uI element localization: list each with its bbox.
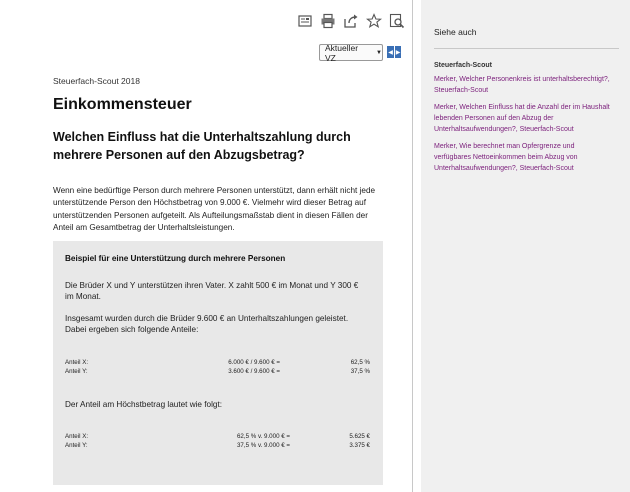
table-row	[65, 433, 370, 442]
row-calc: 62,5 % v. 9.000 € =	[236, 433, 290, 440]
related-link[interactable]	[434, 141, 624, 174]
example-title: Beispiel für eine Unterstützung durch mehrere Personen	[65, 254, 286, 263]
related-link-line: Unterhaltsaufwendungen?, Steuerfach-Scout	[434, 126, 574, 133]
row-label: Anteil X:	[65, 433, 89, 440]
share-icon[interactable]	[342, 13, 359, 30]
arrow-left-icon[interactable]: ◀	[387, 46, 394, 58]
sidebar-divider	[434, 48, 619, 49]
row-label: Anteil Y:	[65, 368, 88, 375]
row-label: Anteil Y:	[65, 442, 88, 449]
arrow-right-icon[interactable]: ▶	[394, 46, 401, 58]
amounts-table	[65, 433, 370, 451]
example-line: Die Brüder X und Y unterstützen ihren Vater. X zahlt 500 € im Monat und Y 300 €	[65, 281, 359, 290]
related-link[interactable]	[434, 74, 624, 96]
sidebar-category: Steuerfach-Scout	[434, 62, 492, 69]
related-link-line: verfügbares Nettoeinkommen beim Abzug von	[434, 154, 578, 161]
related-link-line: Merker, Welcher Personenkreis ist unterhaltsberechtigt?,	[434, 76, 610, 83]
version-select[interactable]	[319, 44, 383, 61]
version-nav-buttons[interactable]	[387, 46, 401, 58]
print-preview-icon[interactable]	[296, 13, 313, 30]
related-link-line: Merker, Wie berechnet man Opfergrenze und	[434, 143, 575, 150]
intro-paragraph	[53, 185, 393, 234]
document-source: Steuerfach-Scout 2018	[53, 76, 140, 86]
row-result: 62,5 %	[350, 359, 370, 366]
example-box	[53, 241, 383, 485]
row-calc: 6.000 € / 9.600 € =	[228, 359, 280, 366]
related-link[interactable]	[434, 102, 624, 135]
related-link-line: lebenden Personen auf den Abzug der	[434, 115, 554, 122]
chevron-down-icon: ▼	[376, 49, 382, 56]
example-line: Insgesamt wurden durch die Brüder 9.600 € an Unterhaltszahlungen geleistet.	[65, 314, 349, 323]
intro-line: Anteil am Gesamtbetrag der Unterhaltsleistungen.	[53, 222, 235, 232]
question-heading: Welchen Einfluss hat die Unterhaltszahlung durch mehrere Personen auf den Abzugsbetrag?	[53, 130, 351, 162]
example-line: Dabei ergeben sich folgende Anteile:	[65, 325, 199, 334]
document-toolbar	[296, 12, 405, 30]
page-title: Einkommensteuer	[53, 96, 192, 113]
shares-table	[65, 359, 370, 377]
table-row	[65, 368, 370, 377]
related-link-line: Unterhaltsaufwendungen?, Steuerfach-Scout	[434, 165, 574, 172]
example-paragraph	[65, 313, 370, 335]
version-select-value: Aktueller VZ	[325, 42, 359, 63]
intro-line: Wenn eine bedürftige Person durch mehrere Personen unterstützt, dann erhält nicht jede	[53, 186, 376, 195]
related-link-line: Steuerfach-Scout	[434, 87, 489, 94]
row-label: Anteil X:	[65, 359, 89, 366]
example-paragraph: Der Anteil am Höchstbetrag lautet wie folgt:	[65, 400, 223, 409]
table-row	[65, 442, 370, 451]
intro-line: unterstützenden Personen aufgeteilt. Als Aufteilungsmaßstab dient in diesen Fällen der	[53, 210, 368, 220]
favorite-star-icon[interactable]	[365, 13, 382, 30]
row-result: 5.625 €	[349, 433, 370, 440]
row-calc: 37,5 % v. 9.000 € =	[236, 442, 290, 449]
row-calc: 3.600 € / 9.600 € =	[228, 368, 280, 375]
example-paragraph	[65, 280, 370, 302]
intro-line: unterstützende Person den Höchstbetrag von 9.000 €. Vielmehr wird dieser Betrag auf	[53, 198, 366, 208]
sidebar-title: Siehe auch	[434, 27, 477, 37]
table-row	[65, 359, 370, 368]
related-link-line: Merker, Welchen Einfluss hat die Anzahl der im Haushalt	[434, 104, 610, 111]
row-result: 37,5 %	[350, 368, 370, 375]
sidebar-gutter	[413, 0, 421, 492]
example-line: im Monat.	[65, 292, 101, 301]
print-icon[interactable]	[319, 13, 336, 30]
search-document-icon[interactable]	[388, 13, 405, 30]
row-result: 3.375 €	[349, 442, 370, 449]
